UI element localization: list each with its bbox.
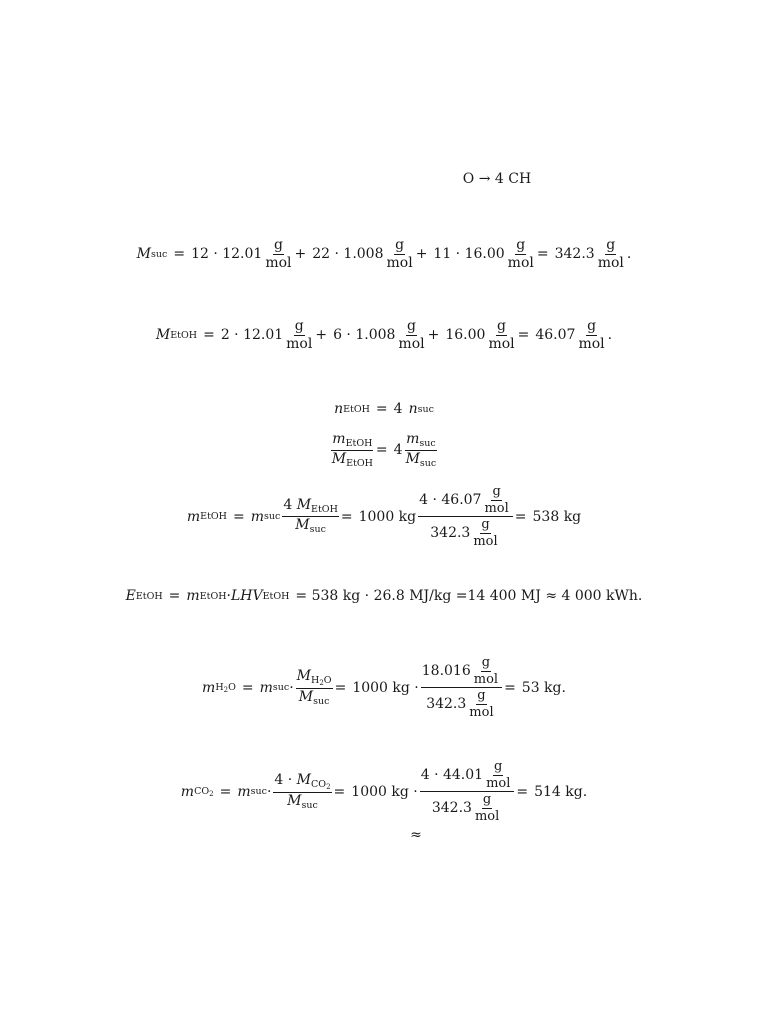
result: 514 kg. [534, 783, 588, 800]
equation-water-mass: m $H_2O$ = m suc · $\frac{M_{H_2O}}{M_{suc}}$ = 1000 kg · 18.016 $\frac{g}{\text{mol}}$ 342.3 $\frac{g}{\text{mol}}$ = 53 kg. [202, 655, 566, 720]
term-hydrogen: 22 · 1.008 [312, 246, 384, 263]
equals: = [173, 246, 186, 263]
result: 342.3 [554, 246, 595, 263]
term-carbon: 12 · 12.01 [191, 246, 263, 263]
fraction-numeric: 18.016 $\frac{g}{\text{mol}}$ 342.3 $\frac{g}{\text{mol}}$ [421, 656, 502, 720]
unit-fraction: $\frac{g}{\text{mol}}$ [507, 237, 534, 271]
fraction-ethanol: $\frac{m_{EtOH}}{M_{EtOH}}$ [331, 431, 373, 469]
plus: + [294, 246, 307, 263]
approx-symbol: ≈ [410, 827, 422, 843]
unit-fraction: $\frac{g}{\text{mol}}$ [386, 237, 413, 271]
equation-molar-mass-ethanol: M EtOH = 2 · 12.01 $\frac{g}{\text{mol}}$ + 6 · 1.008 $\frac{g}{\text{mol}}$ + 16.00 $\frac{g}{\text{mol}}$ = 46.07 $\frac{g}{\text{mol}}$ . [155, 318, 613, 352]
unit-fraction: $\frac{g}{\text{mol}}$ [488, 318, 515, 352]
reaction-fragment [113, 171, 768, 187]
result: 46.07 [535, 327, 576, 344]
equation-energy: E EtOH = m EtOH · LHV EtOH = 538 kg · 26.8 MJ/kg =14 400 MJ ≈ 4 000 kWh. [125, 588, 643, 604]
energy-result: = 538 kg · 26.8 MJ/kg =14 400 MJ ≈ 4 000 kWh. [295, 588, 643, 604]
unit-fraction: $\frac{g}{\text{mol}}$ [286, 318, 313, 352]
unit-fraction: $\frac{g}{\text{mol}}$ [597, 237, 624, 271]
fraction-molar-masses: $\frac{4 \cdot M_{CO_2}}{M_{suc}}$ [274, 771, 331, 811]
term-oxygen: 16.00 [445, 327, 486, 344]
plus: + [415, 246, 428, 263]
fraction-molar-masses: $\frac{M_{H_2O}}{M_{suc}}$ [296, 667, 332, 707]
reaction-text: O → 4 CH [462, 171, 532, 187]
unit-fraction: $\frac{g}{\text{mol}}$ [398, 318, 425, 352]
fraction-numeric: 4 · 46.07 $\frac{g}{\text{mol}}$ 342.3 $\frac{g}{\text{mol}}$ [418, 485, 513, 549]
equation-co2-mass: m $CO_2$ = m suc · $\frac{4 \cdot M_{CO_2}}{M_{suc}}$ = 1000 kg · 4 · 44.01 $\frac{g}{\text{mol}}$ 342.3 $\frac{g}{\text{mol}}$ = 514 kg. [180, 759, 588, 824]
subscript-suc: suc [151, 248, 168, 260]
fraction-numeric: 4 · 44.01 $\frac{g}{\text{mol}}$ 342.3 $\frac{g}{\text{mol}}$ [420, 760, 515, 824]
unit-fraction: $\frac{g}{\text{mol}}$ [265, 237, 292, 271]
fraction-molar-masses: $\frac{4 M_{EtOH}}{M_{suc}}$ [283, 497, 338, 536]
unit-fraction: $\frac{g}{\text{mol}}$ [578, 318, 605, 352]
equation-mole-ratio: n EtOH = 4 n suc [334, 401, 434, 417]
equals: = [536, 246, 549, 263]
equation-mass-ratio: $\frac{m_{EtOH}}{M_{EtOH}}$ = 4 $\frac{m_{suc}}{M_{suc}}$ [331, 431, 437, 469]
term-carbon: 2 · 12.01 [220, 327, 284, 344]
equation-molar-mass-sucrose: M suc = 12 · 12.01 $\frac{g}{\text{mol}}$ + 22 · 1.008 $\frac{g}{\text{mol}}$ + 11 · 16.00 $\frac{g}{\text{mol}}$ = 342.3 $\frac{g}{\text{mol}}$ . [136, 237, 632, 271]
symbol-M: M [136, 246, 152, 263]
result: 53 kg. [521, 679, 566, 696]
result: 538 kg [532, 508, 582, 525]
equation-ethanol-mass: m EtOH = m suc $\frac{4 M_{EtOH}}{M_{suc}}$ = 1000 kg 4 · 46.07 $\frac{g}{\text{mol}}$ 342.3 $\frac{g}{\text{mol}}$ = 538 kg [186, 484, 582, 549]
fraction-sucrose: $\frac{m_{suc}}{M_{suc}}$ [405, 431, 437, 469]
term-oxygen: 11 · 16.00 [433, 246, 505, 263]
term-hydrogen: 6 · 1.008 [333, 327, 396, 344]
